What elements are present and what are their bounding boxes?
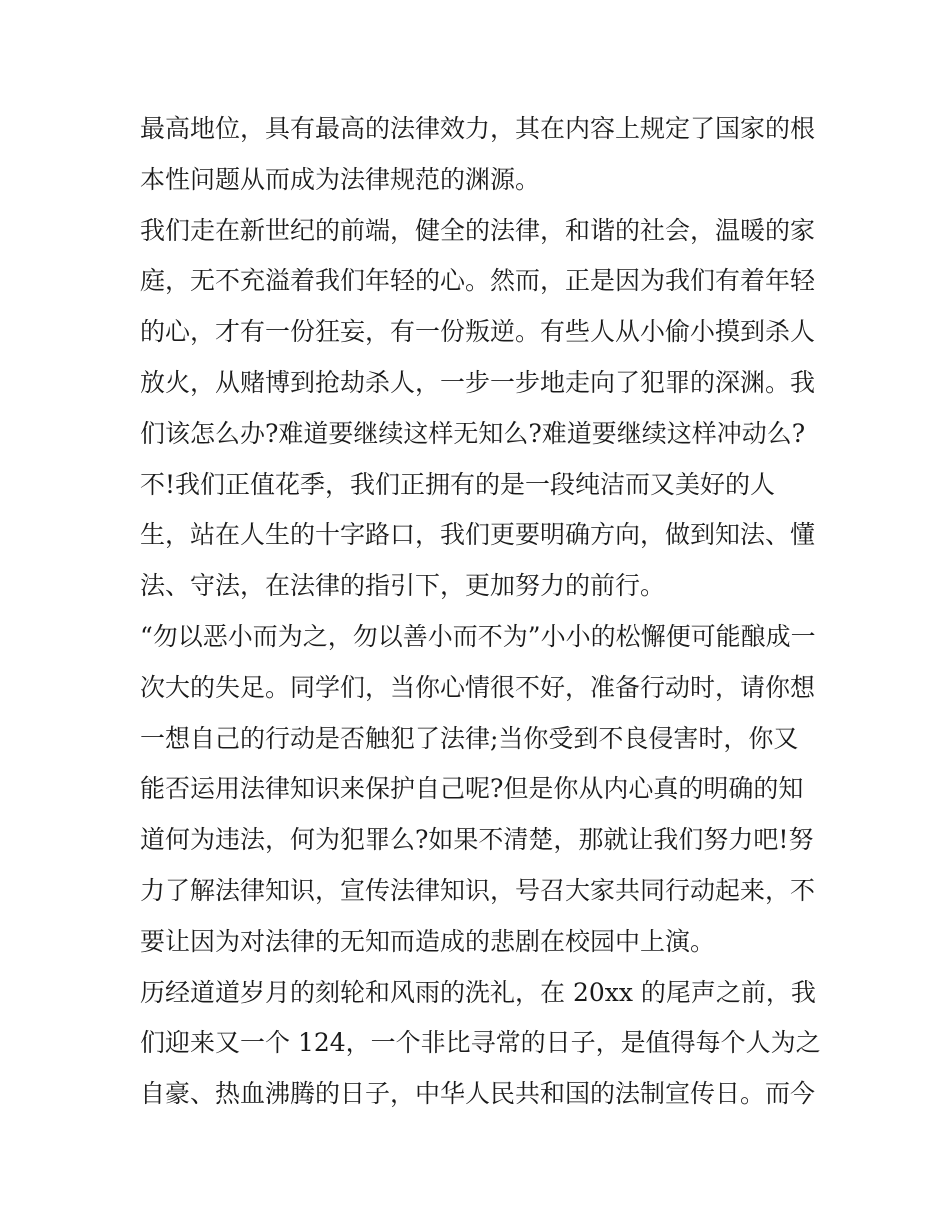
- text-line: 放火，从赌博到抢劫杀人，一步一步地走向了犯罪的深渊。我: [140, 367, 816, 397]
- text-line: 我们走在新世纪的前端，健全的法律，和谐的社会，温暖的家: [140, 215, 816, 245]
- text-line: 历经道道岁月的刻轮和风雨的洗礼，在 20xx 的尾声之前，我: [140, 977, 816, 1007]
- text-line: 法、守法，在法律的指引下，更加努力的前行。: [140, 571, 666, 601]
- text-line: “勿以恶小而为之，勿以善小而不为”小小的松懈便可能酿成一: [140, 621, 816, 651]
- text-line: 生，站在人生的十字路口，我们更要明确方向，做到知法、懂: [140, 520, 816, 550]
- text-line: 力了解法律知识，宣传法律知识，号召大家共同行动起来，不: [140, 875, 816, 905]
- text-line: 要让因为对法律的无知而造成的悲剧在校园中上演。: [140, 926, 716, 956]
- text-line: 道何为违法，何为犯罪么?如果不清楚，那就让我们努力吧!努: [140, 825, 814, 855]
- text-line: 能否运用法律知识来保护自己呢?但是你从内心真的明确的知: [140, 774, 804, 804]
- text-line: 一想自己的行动是否触犯了法律;当你受到不良侵害时，你又: [140, 723, 799, 753]
- text-line: 自豪、热血沸腾的日子，中华人民共和国的法制宣传日。而今: [140, 1079, 816, 1109]
- text-line: 庭，无不充溢着我们年轻的心。然而，正是因为我们有着年轻: [140, 266, 816, 296]
- text-line: 本性问题从而成为法律规范的渊源。: [140, 164, 541, 194]
- text-line: 不!我们正值花季，我们正拥有的是一段纯洁而又美好的人: [140, 469, 776, 499]
- text-line: 最高地位，具有最高的法律效力，其在内容上规定了国家的根: [140, 114, 816, 143]
- text-line: 们该怎么办?难道要继续这样无知么?难道要继续这样冲动么?: [140, 418, 806, 448]
- text-line: 们迎来又一个 124，一个非比寻常的日子，是值得每个人为之: [140, 1028, 821, 1058]
- document-body: [140, 104, 820, 1120]
- text-line: 的心，才有一份狂妄，有一份叛逆。有些人从小偷小摸到杀人: [140, 317, 816, 347]
- text-line: 次大的失足。同学们，当你心情很不好，准备行动时，请你想: [140, 672, 816, 702]
